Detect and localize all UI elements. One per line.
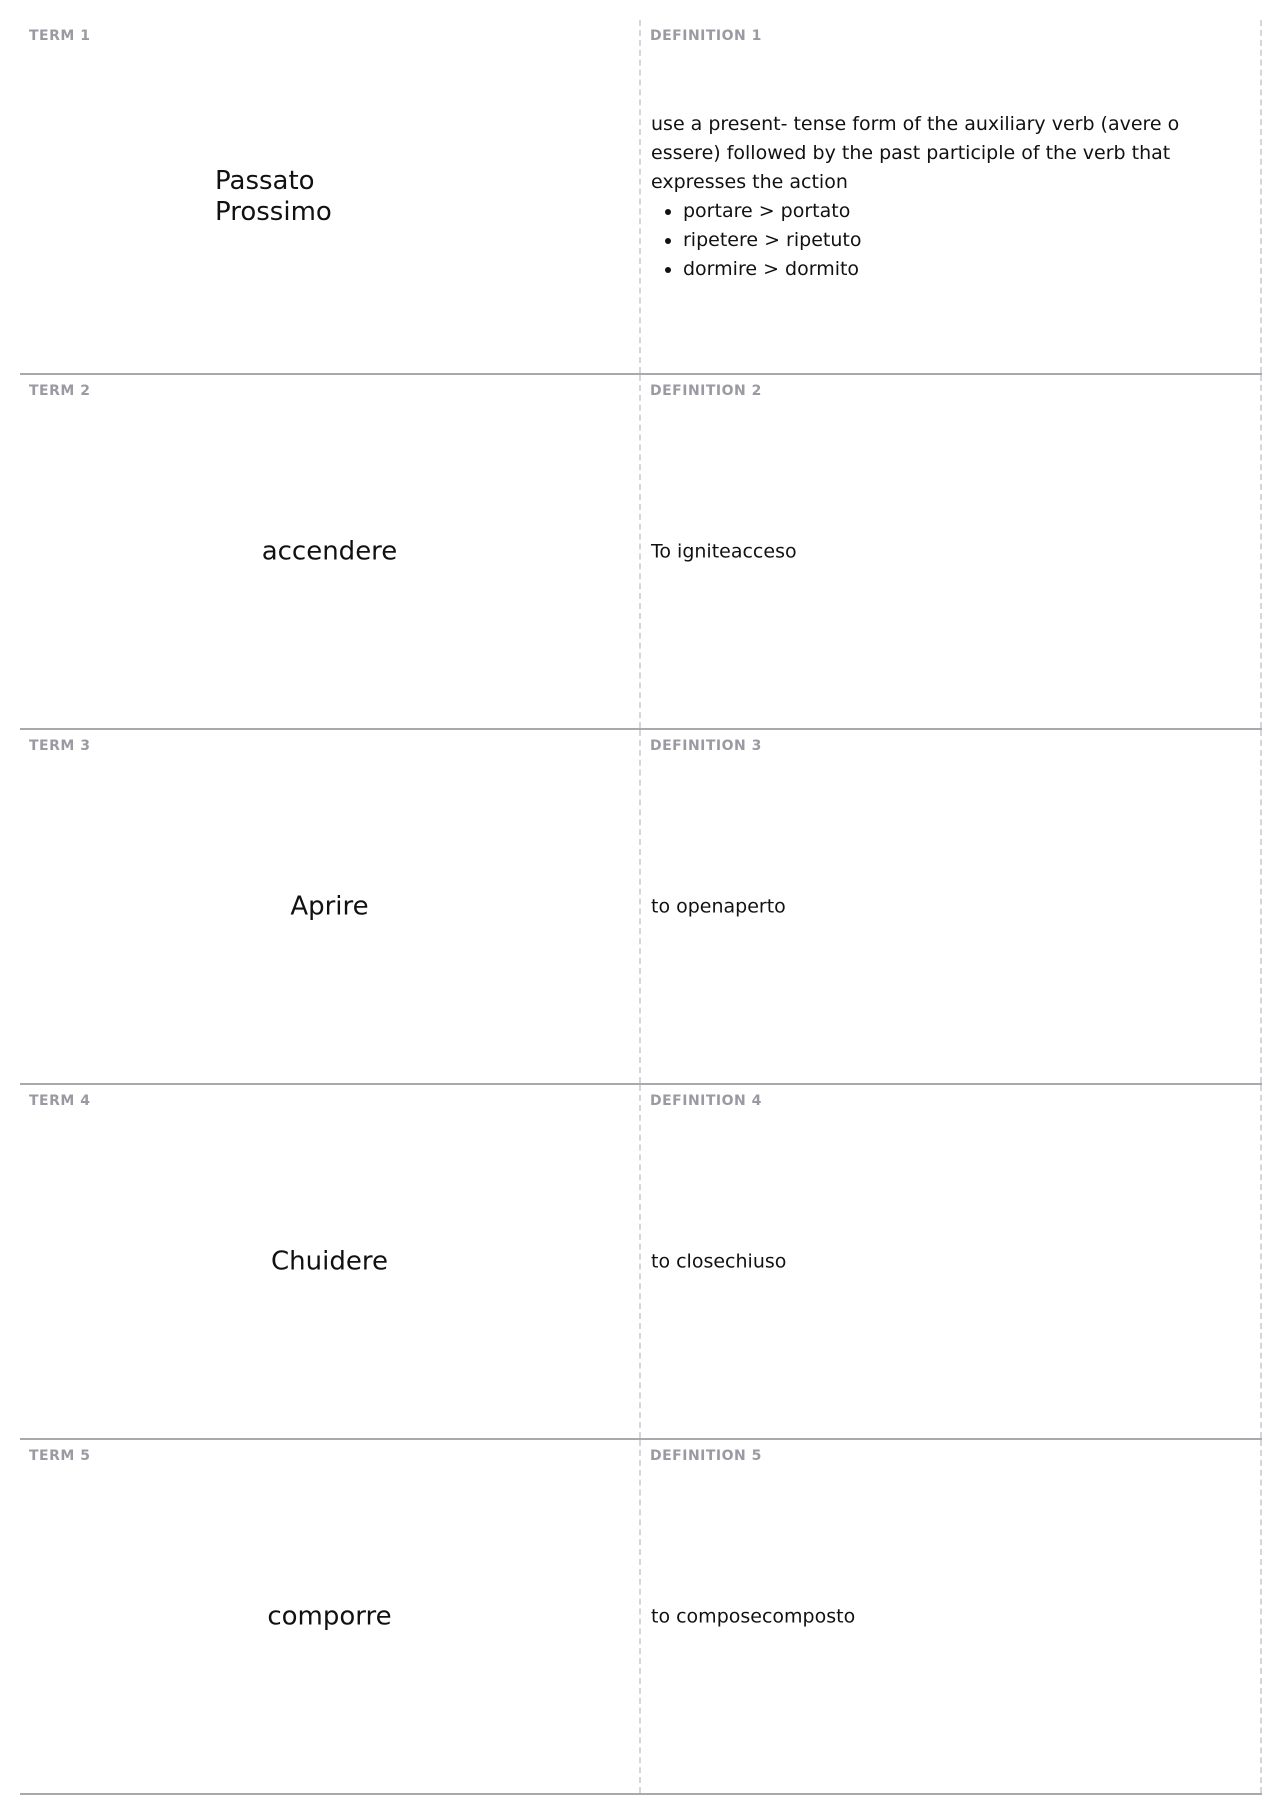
definition-text-2: To igniteacceso <box>651 540 797 562</box>
term-text-3: Aprire <box>290 891 369 921</box>
term-cell-4 <box>20 1085 641 1438</box>
definition-cell-3 <box>641 730 1262 1083</box>
term-label-3: TERM 3 <box>29 738 91 754</box>
definition-bullet: • dormire > dormito <box>683 255 1210 284</box>
flashcard-row-1 <box>20 20 1262 375</box>
term-text-1: Passato Prossimo <box>215 165 332 227</box>
definition-label-5: DEFINITION 5 <box>650 1448 762 1464</box>
definition-text-3: to openaperto <box>651 895 786 917</box>
definition-text-5: to composecomposto <box>651 1605 856 1627</box>
term-cell-1 <box>20 20 641 373</box>
flashcard-row-3 <box>20 730 1262 1085</box>
definition-bullet: • portare > portato <box>683 197 1210 226</box>
definition-label-1: DEFINITION 1 <box>650 28 762 44</box>
term-label-1: TERM 1 <box>29 28 91 44</box>
definition-bullet-list-1 <box>651 197 1210 284</box>
definition-cell-5 <box>641 1440 1262 1793</box>
definition-cell-4 <box>641 1085 1262 1438</box>
term-text-4: Chuidere <box>271 1246 388 1276</box>
definition-label-3: DEFINITION 3 <box>650 738 762 754</box>
term-text-2: accendere <box>261 536 398 566</box>
flashcard-row-4 <box>20 1085 1262 1440</box>
flashcard-row-2 <box>20 375 1262 730</box>
definition-cell-2 <box>641 375 1262 728</box>
definition-body-1 <box>651 110 1210 284</box>
term-cell-3 <box>20 730 641 1083</box>
definition-bullet: • ripetere > ripetuto <box>683 226 1210 255</box>
flashcard-sheet <box>20 20 1262 1795</box>
term-cell-2 <box>20 375 641 728</box>
term-label-2: TERM 2 <box>29 383 91 399</box>
term-cell-5 <box>20 1440 641 1793</box>
definition-label-2: DEFINITION 2 <box>650 383 762 399</box>
term-text-5: comporre <box>267 1601 392 1631</box>
term-label-5: TERM 5 <box>29 1448 91 1464</box>
definition-label-4: DEFINITION 4 <box>650 1093 762 1109</box>
flashcard-row-5 <box>20 1440 1262 1795</box>
definition-text-1: use a present- tense form of the auxiliary verb (avere o essere) followed by the past participle of the verb that expresses the action <box>651 112 1180 193</box>
term-label-4: TERM 4 <box>29 1093 91 1109</box>
definition-text-4: to closechiuso <box>651 1250 787 1272</box>
definition-cell-1 <box>641 20 1262 373</box>
